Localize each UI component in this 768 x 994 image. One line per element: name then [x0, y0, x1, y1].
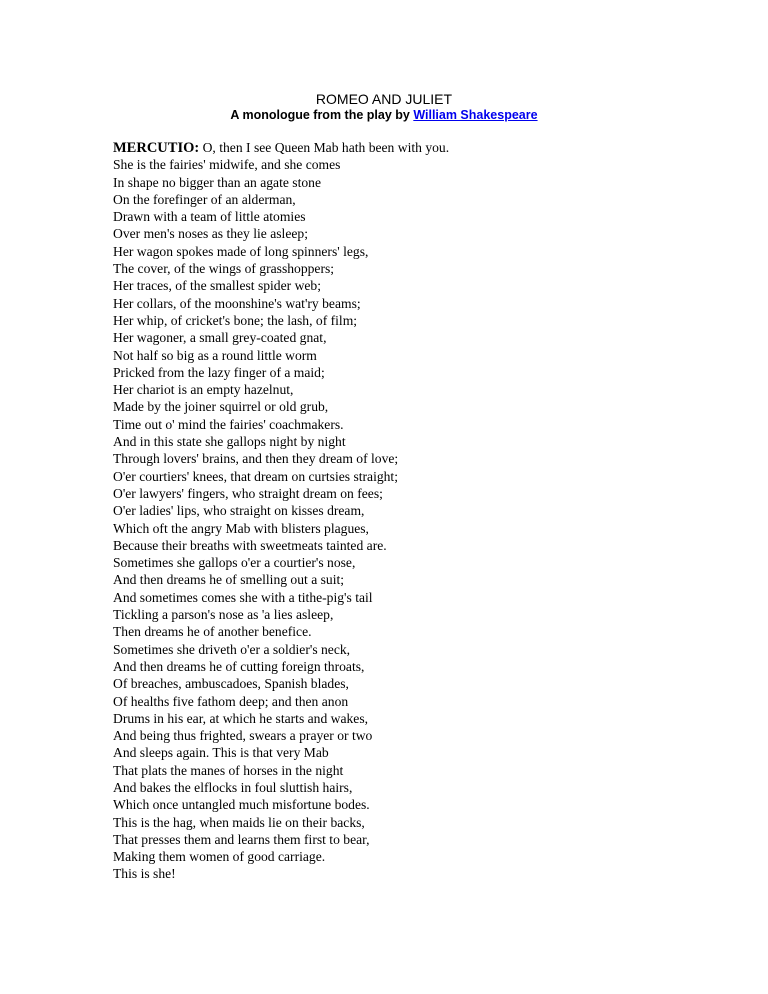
author-link[interactable]: William Shakespeare: [413, 108, 538, 122]
monologue-line: Through lovers' brains, and then they dream of love;: [113, 451, 399, 467]
monologue-line: Drawn with a team of little atomies: [113, 209, 306, 225]
monologue-text: [113, 139, 733, 883]
monologue-line: Making them women of good carriage.: [113, 849, 326, 865]
monologue-line: Of breaches, ambuscadoes, Spanish blades,: [113, 676, 349, 692]
monologue-line: O'er courtiers' knees, that dream on curtsies straight;: [113, 468, 398, 484]
monologue-line: Because their breaths with sweetmeats tainted are.: [113, 537, 387, 553]
monologue-line: Then dreams he of another benefice.: [113, 624, 312, 640]
monologue-line: And in this state she gallops night by night: [113, 434, 346, 450]
monologue-line: And sometimes comes she with a tithe-pig's tail: [113, 589, 373, 605]
monologue-line: Drums in his ear, at which he starts and wakes,: [113, 710, 369, 726]
monologue-line: Sometimes she gallops o'er a courtier's nose,: [113, 555, 356, 571]
monologue-line: Her whip, of cricket's bone; the lash, of film;: [113, 312, 358, 328]
monologue-line: Her wagoner, a small grey-coated gnat,: [113, 330, 327, 346]
monologue-line: Her collars, of the moonshine's wat'ry beams;: [113, 295, 361, 311]
monologue-line: Her traces, of the smallest spider web;: [113, 278, 321, 294]
monologue-line: That plats the manes of horses in the night: [113, 762, 344, 778]
monologue-line: On the forefinger of an alderman,: [113, 191, 296, 207]
monologue-line: O'er ladies' lips, who straight on kisses dream,: [113, 503, 365, 519]
monologue-line: And being thus frighted, swears a prayer or two: [113, 728, 373, 744]
page-title: ROMEO AND JULIET: [315, 91, 453, 107]
monologue-line: O'er lawyers' fingers, who straight dream on fees;: [113, 485, 383, 501]
monologue-line: This is the hag, when maids lie on their backs,: [113, 814, 365, 830]
monologue-line: In shape no bigger than an agate stone: [113, 174, 321, 190]
monologue-line: Made by the joiner squirrel or old grub,: [113, 399, 329, 415]
monologue-line: Her wagon spokes made of long spinners' legs,: [113, 243, 369, 259]
monologue-line: Tickling a parson's nose as 'a lies asleep,: [113, 607, 334, 623]
monologue-line: And then dreams he of smelling out a suit;: [113, 572, 345, 588]
speaker-name: MERCUTIO:: [113, 140, 200, 156]
monologue-line: That presses them and learns them first to bear,: [113, 831, 370, 847]
monologue-line: Sometimes she driveth o'er a soldier's neck,: [113, 641, 351, 657]
monologue-line: Over men's noses as they lie asleep;: [113, 226, 308, 242]
monologue-line: This is she!: [113, 866, 176, 882]
monologue-line: And then dreams he of cutting foreign throats,: [113, 658, 365, 674]
monologue-line: Of healths five fathom deep; and then anon: [113, 693, 349, 709]
monologue-line: And bakes the elflocks in foul sluttish hairs,: [113, 779, 353, 795]
page-subtitle: [0, 107, 768, 124]
monologue-line: Her chariot is an empty hazelnut,: [113, 382, 294, 398]
subtitle-prefix: A monologue from the play by: [230, 108, 414, 122]
monologue-line: Pricked from the lazy finger of a maid;: [113, 364, 325, 380]
monologue-line: Which once untangled much misfortune bodes.: [113, 797, 370, 813]
monologue-line: The cover, of the wings of grasshoppers;: [113, 261, 335, 277]
monologue-line: [113, 139, 733, 156]
monologue-line: Which oft the angry Mab with blisters plagues,: [113, 520, 369, 536]
monologue-line: And sleeps again. This is that very Mab: [113, 745, 329, 761]
monologue-line: She is the fairies' midwife, and she comes: [113, 157, 341, 173]
line-text: O, then I see Queen Mab hath been with you.: [199, 140, 450, 155]
monologue-line: Time out o' mind the fairies' coachmakers.: [113, 416, 344, 432]
monologue-line: Not half so big as a round little worm: [113, 347, 317, 363]
